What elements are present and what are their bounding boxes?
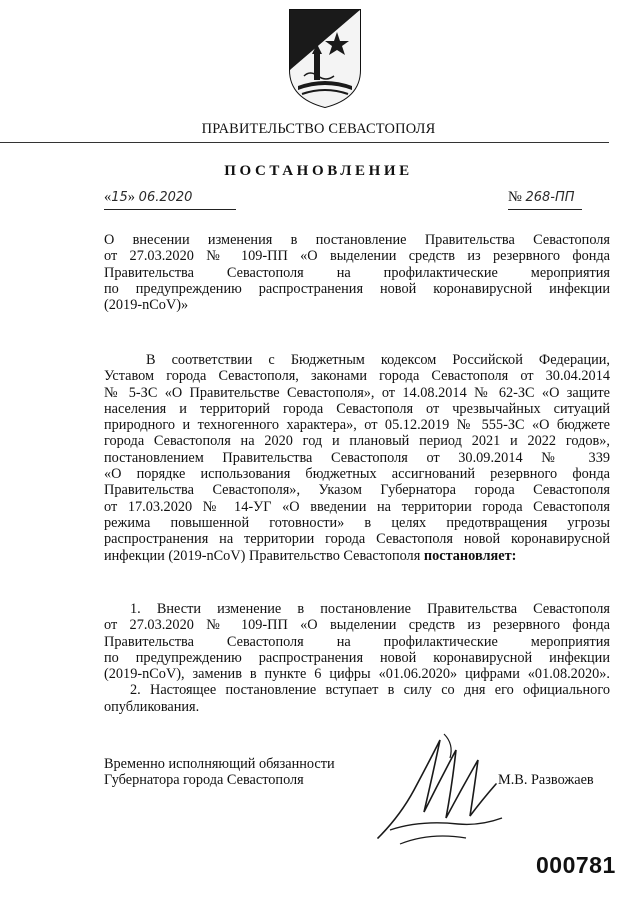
preamble-line: постановлением Правительства Севастополя от 30.09.2014 № 339 — [104, 449, 610, 466]
header-divider — [0, 142, 609, 143]
government-title: ПРАВИТЕЛЬСТВО СЕВАСТОПОЛЯ — [201, 121, 436, 137]
signer-name: М.В. Развожаев — [498, 772, 594, 788]
decree-item-1-line: от 27.03.2020 № 109-ПП «О выделении средств из резервного фонда — [104, 617, 610, 634]
preamble-line: В соответствии с Бюджетным кодексом Российской Федерации, — [146, 352, 610, 368]
preamble-last-line — [104, 548, 610, 564]
number-value: 268-ПП — [525, 190, 575, 205]
preamble-line: города Севастополя на 2020 год и плановый период 2021 и 2022 годов», — [104, 433, 610, 450]
document-date — [104, 189, 236, 210]
decree-item-1-line: 1. Внести изменение в постановление Правительства Севастополя — [130, 601, 610, 617]
handwritten-signature-icon — [370, 720, 510, 860]
decree-body — [104, 601, 610, 715]
coat-of-arms-icon — [284, 6, 366, 110]
date-close-quote: » — [127, 189, 136, 205]
preamble-line: № 5-ЗС «О Правительстве Севастополя», от 14.08.2014 № 62-ЗС «О защите — [104, 384, 610, 401]
preamble-line: Правительства Севастополя», Указом Губернатора города Севастополя — [104, 482, 610, 499]
date-day: 15 — [111, 190, 128, 205]
preamble-line: «О порядке использования бюджетных ассигнований резервного фонда — [104, 466, 610, 483]
preamble-line: от 17.03.2020 № 14-УГ «О введении на территории города Севастополя — [104, 498, 610, 515]
preamble-line: населения и территорий города Севастополя от чрезвычайных ситуаций — [104, 400, 610, 417]
preamble-paragraph — [104, 352, 610, 564]
signer-title — [104, 756, 335, 789]
decree-item-1-line: Правительства Севастополя на профилактические мероприятия — [104, 633, 610, 650]
resolves-word: постановляет: — [423, 547, 517, 564]
signer-title-line: Губернатора города Севастополя — [104, 772, 304, 789]
document-number — [508, 189, 582, 210]
subject-line: Правительства Севастополя на профилактические мероприятия — [104, 264, 610, 281]
decree-item-1-line: (2019-nCoV), заменив в пункте 6 цифры «01.06.2020» цифрами «01.08.2020». — [104, 666, 610, 683]
decree-item-2-line: опубликования. — [104, 698, 200, 715]
subject-paragraph — [104, 232, 610, 313]
date-month-year: 06.2020 — [138, 190, 193, 205]
decree-item-2-line: 2. Настоящее постановление вступает в силу со дня его официального — [130, 682, 610, 699]
preamble-line: распространения на территории города Севастополя новой коронавирусной — [104, 531, 610, 548]
decree-item-1-line: по предупреждению распространения новой коронавирусной инфекции — [104, 649, 610, 666]
subject-line: от 27.03.2020 № 109-ПП «О выделении средств из резервного фонда — [104, 248, 610, 265]
document-type: ПОСТАНОВЛЕНИЕ — [224, 163, 413, 179]
serial-number: 000781 — [536, 852, 616, 878]
preamble-line: инфекции (2019-nCoV) Правительство Севастополя — [104, 547, 421, 564]
signer-title-line: Временно исполняющий обязанности — [104, 756, 335, 772]
preamble-line: Уставом города Севастополя, законами города Севастополя от 30.04.2014 — [104, 368, 610, 385]
subject-line: О внесении изменения в постановление Правительства Севастополя — [104, 232, 610, 248]
subject-line: по предупреждению распространения новой коронавирусной инфекции — [104, 280, 610, 297]
number-sign: № — [508, 189, 522, 205]
date-open-quote: « — [104, 189, 112, 205]
preamble-line: режима повышенной готовности» в целях предотвращения угрозы — [104, 514, 610, 531]
preamble-line: природного и техногенного характера», от 05.12.2019 № 555-ЗС «О бюджете — [104, 417, 610, 434]
subject-line: (2019-nCoV)» — [104, 297, 189, 314]
